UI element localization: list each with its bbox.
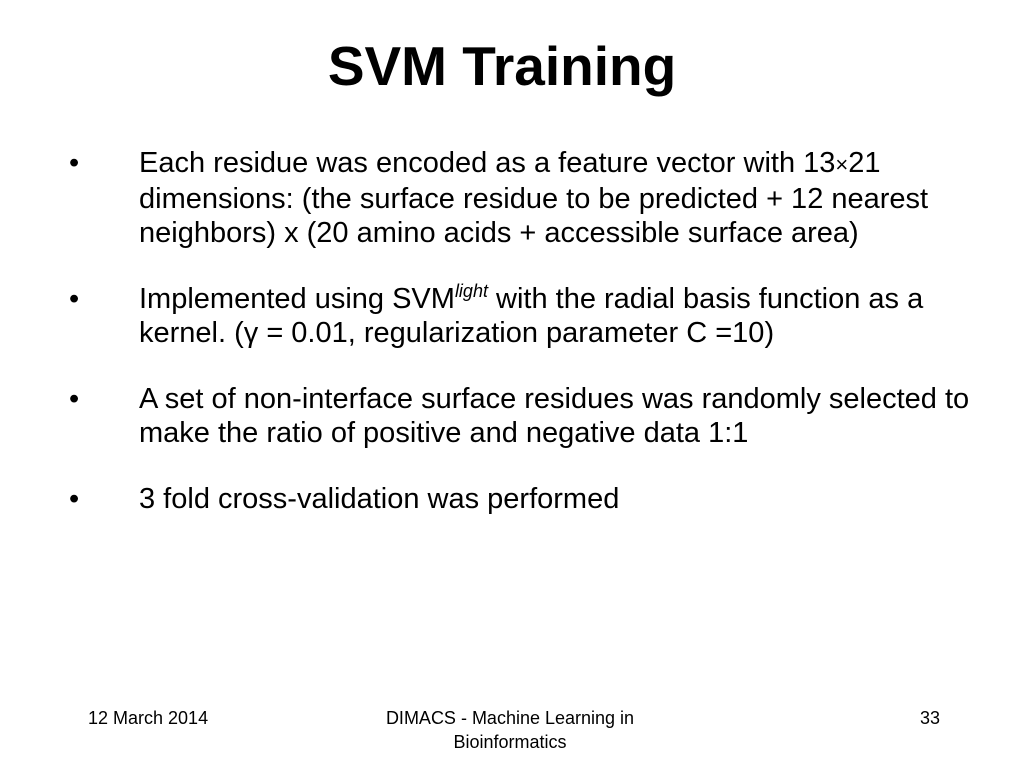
- footer-title-line: DIMACS - Machine Learning in: [385, 708, 635, 728]
- superscript-light: light: [454, 281, 488, 301]
- times-symbol: ×: [835, 152, 849, 177]
- bullet-list: [0, 146, 1024, 548]
- bullet-text: [139, 282, 979, 350]
- bullet-marker: •: [69, 483, 80, 515]
- bullet-item-sampling: [0, 382, 1024, 450]
- bullet-marker: •: [69, 283, 80, 315]
- bullet-marker: •: [69, 383, 80, 415]
- bullet-text: 3 fold cross-validation was performed: [139, 483, 620, 515]
- bullet-item-cross-validation: [0, 482, 1024, 516]
- footer-title: [330, 706, 690, 754]
- bullet-text: A set of non-interface surface residues was randomly selected to make the ratio of positive and negative data 1:1: [139, 383, 970, 449]
- bullet-marker: •: [69, 147, 80, 179]
- bullet-text-part: Implemented using SVM: [139, 283, 455, 315]
- bullet-text-part: with the radial basis function as a kernel. (γ = 0.01, regularization parameter C =10): [139, 283, 924, 349]
- bullet-text: [139, 146, 979, 250]
- footer-title-line: Bioinformatics: [453, 732, 567, 752]
- bullet-text-part: Each residue was encoded as a feature vector with 13: [139, 147, 836, 179]
- slide-title: SVM Training: [327, 35, 677, 97]
- bullet-item-encoding: [0, 146, 1024, 250]
- bullet-item-implementation: [0, 282, 1024, 350]
- bullet-text-part: 21 dimensions: (the surface residue to be predicted + 12 nearest neighbors) x (20 amino acids + accessible surface area): [139, 147, 929, 249]
- footer-date: 12 March 2014: [88, 708, 209, 728]
- page-number: 33: [919, 708, 940, 728]
